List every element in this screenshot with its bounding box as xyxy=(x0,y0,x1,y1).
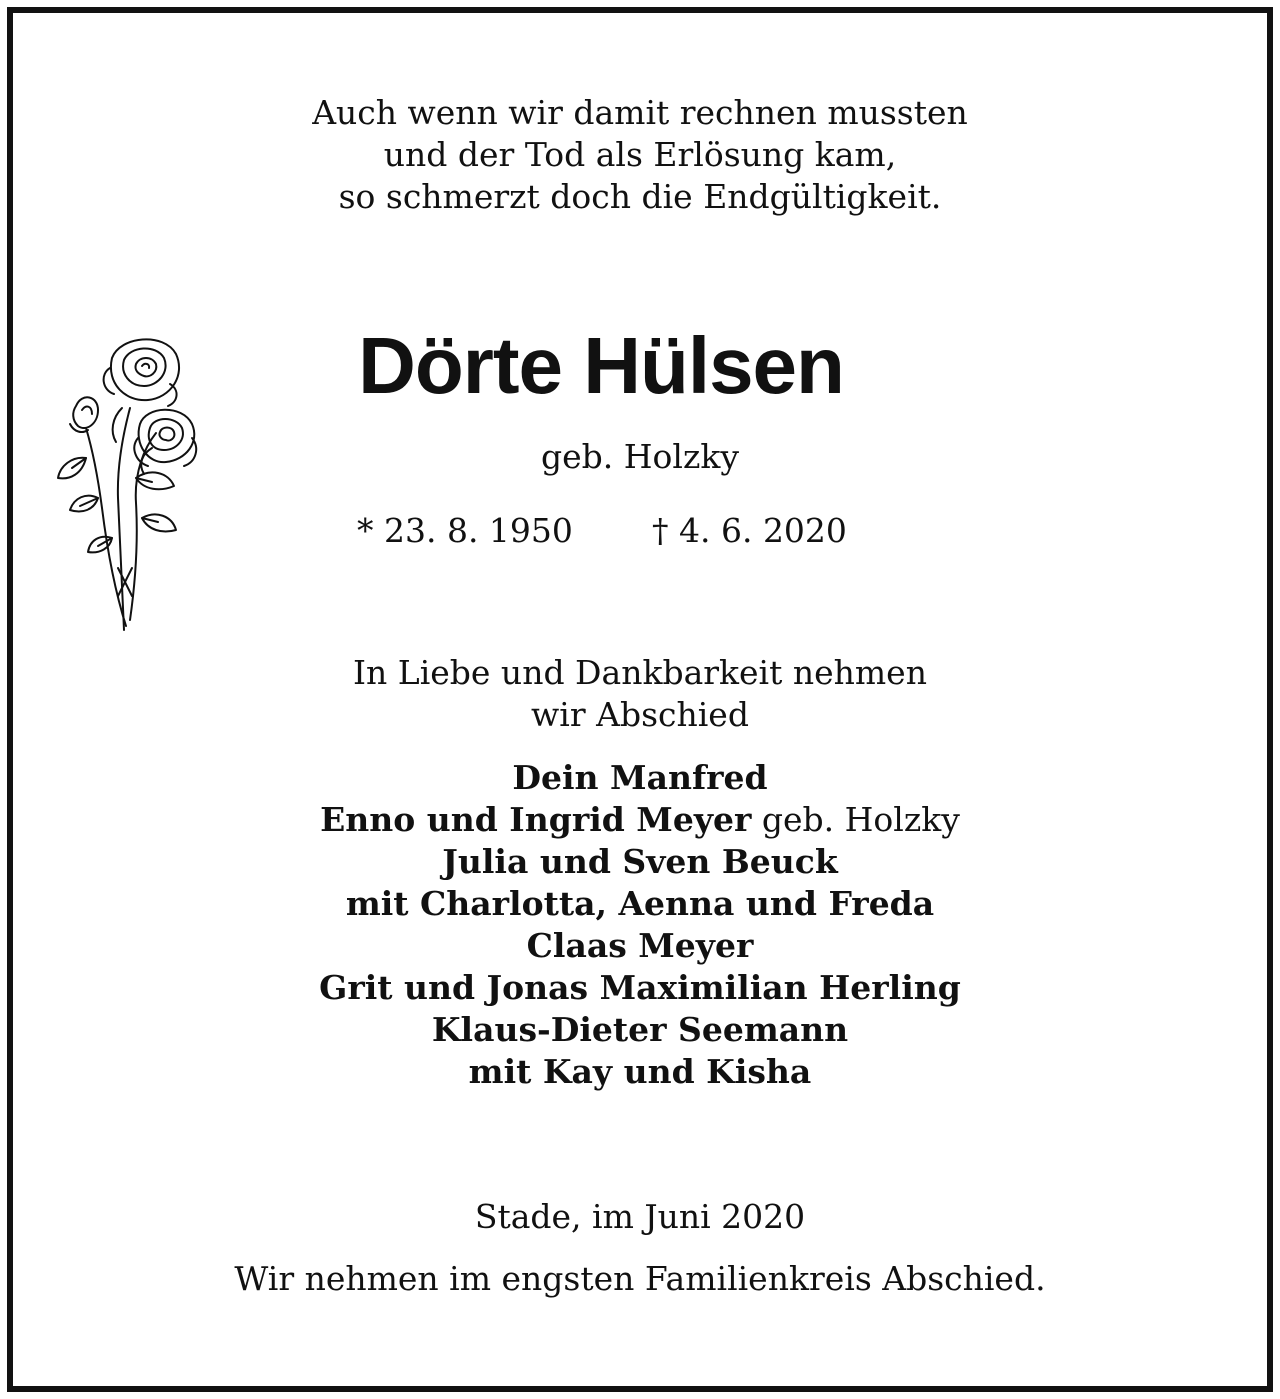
birth-date: * 23. 8. 1950 xyxy=(357,511,573,550)
mourner-line: mit Kay und Kisha xyxy=(468,1052,812,1091)
place-date: Stade, im Juni 2020 xyxy=(474,1197,806,1236)
mourner-line: Claas Meyer xyxy=(526,926,754,965)
mourner-line: Dein Manfred xyxy=(512,758,768,797)
farewell-line-2: wir Abschied xyxy=(531,695,749,734)
verse-line-3: so schmerzt doch die Endgültigkeit. xyxy=(338,177,942,216)
verse-line-1: Auch wenn wir damit rechnen mussten xyxy=(312,93,968,132)
mourner-line: Klaus-Dieter Seemann xyxy=(431,1010,849,1049)
farewell-line-1: In Liebe und Dankbarkeit nehmen xyxy=(353,653,927,692)
maiden-name: geb. Holzky xyxy=(541,437,739,476)
mourner-line: mit Charlotta, Aenna und Freda xyxy=(345,884,935,923)
verse-line-2: und der Tod als Erlösung kam, xyxy=(383,135,897,174)
death-date: † 4. 6. 2020 xyxy=(652,511,847,550)
rose-bouquet-icon xyxy=(52,328,204,638)
closing-note: Wir nehmen im engsten Familienkreis Abschied. xyxy=(234,1259,1046,1298)
mourner-names: Enno und Ingrid Meyer xyxy=(320,800,752,839)
deceased-name: Dörte Hülsen xyxy=(358,321,844,410)
mourner-line xyxy=(0,799,1280,841)
mourner-maiden-name: geb. Holzky xyxy=(751,800,960,839)
mourner-line: Julia und Sven Beuck xyxy=(442,842,838,881)
mourner-line: Grit und Jonas Maximilian Herling xyxy=(319,968,961,1007)
